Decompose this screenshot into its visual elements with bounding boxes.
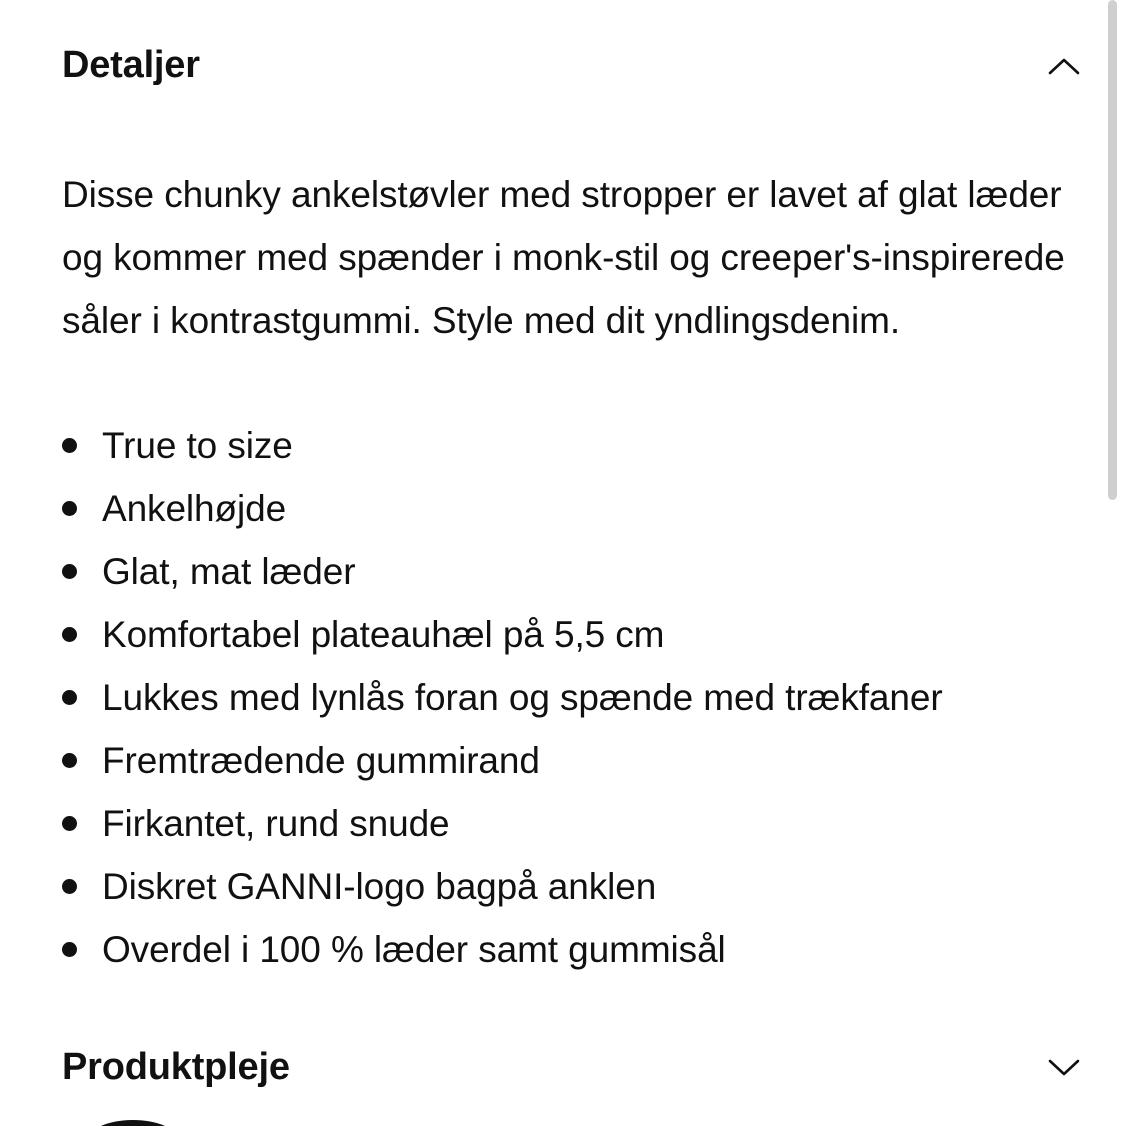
chevron-down-icon[interactable] (1047, 1051, 1081, 1085)
bullet-dot-icon (62, 564, 77, 579)
list-item-text: Ankelhøjde (102, 488, 287, 529)
list-item (62, 792, 1102, 855)
list-item-text: Fremtrædende gummirand (102, 740, 540, 781)
list-item (62, 603, 1102, 666)
list-item-text: Glat, mat læder (102, 551, 356, 592)
list-item-text: Diskret GANNI-logo bagpå anklen (102, 866, 657, 907)
scrollbar[interactable] (1108, 0, 1117, 500)
details-title: Detaljer (62, 44, 200, 86)
list-item-text: Lukkes med lynlås foran og spænde med trækfaner (102, 677, 943, 718)
bullet-dot-icon (62, 816, 77, 831)
list-item-text: Komfortabel plateauhæl på 5,5 cm (102, 614, 665, 655)
bullet-dot-icon (62, 627, 77, 642)
details-description: Disse chunky ankelstøvler med stropper er lavet af glat læder og kommer med spænder i monk-stil og creeper's-inspirerede såler i kontrastgummi. Style med dit yndlingsdenim. (62, 174, 1065, 341)
bullet-dot-icon (62, 690, 77, 705)
details-bullet-list (62, 414, 1102, 981)
list-item (62, 666, 1102, 729)
list-item (62, 918, 1102, 981)
bullet-dot-icon (62, 942, 77, 957)
care-title: Produktpleje (62, 1046, 290, 1088)
bullet-dot-icon (62, 879, 77, 894)
chevron-up-icon[interactable] (1047, 49, 1081, 83)
list-item (62, 855, 1102, 918)
bullet-dot-icon (62, 753, 77, 768)
list-item (62, 414, 1102, 477)
list-item-text: True to size (102, 425, 293, 466)
list-item-text: Overdel i 100 % læder samt gummisål (102, 929, 726, 970)
bullet-dot-icon (62, 501, 77, 516)
list-item (62, 729, 1102, 792)
list-item (62, 540, 1102, 603)
list-item (62, 477, 1102, 540)
care-accordion-header[interactable] (62, 1046, 1081, 1089)
bullet-dot-icon (62, 438, 77, 453)
partial-avatar-icon (88, 1120, 178, 1126)
list-item-text: Firkantet, rund snude (102, 803, 450, 844)
details-accordion-header[interactable] (62, 44, 1081, 87)
